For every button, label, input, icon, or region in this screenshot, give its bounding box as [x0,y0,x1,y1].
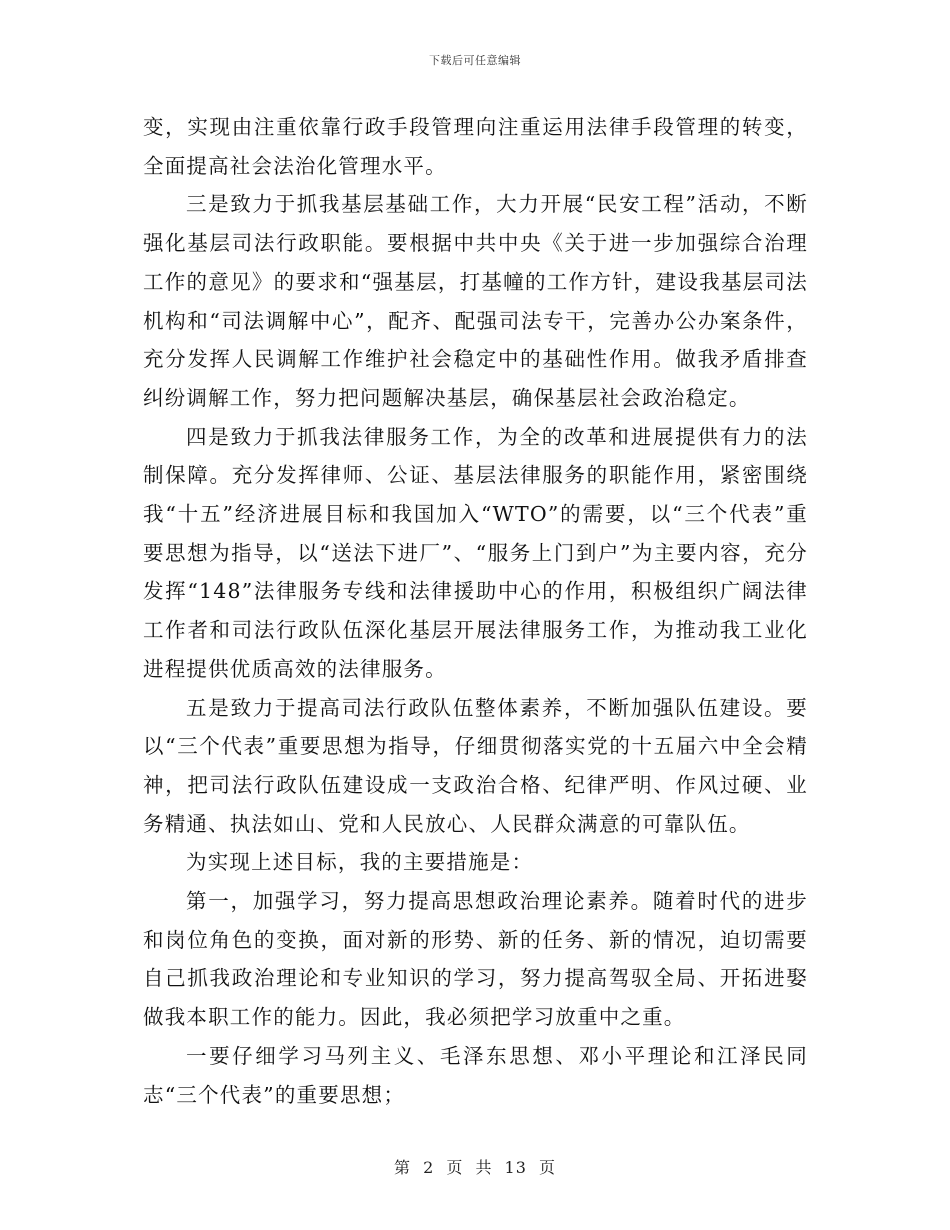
document-body [143,108,808,1114]
page-header: 下载后可任意编辑 [429,54,521,67]
paragraph-2: 三是致力于抓我基层基础工作，大力开展“民安工程”活动，不断强化基层司法行政职能。要根据中共中央《关于进一步加强综合治理工作的意见》的要求和“强基层，打基幢的工作方针，建设我基层司法机构和“司法调解中心”，配齐、配强司法专干，完善办公办案条件，充分发挥人民调解工作维护社会稳定中的基础性作用。做我矛盾排查纠纷调解工作，努力把问题解决基层，确保基层社会政治稳定。 [143,192,808,410]
paragraph-7: 一要仔细学习马列主义、毛泽东思想、邓小平理论和江泽民同志“三个代表”的重要思想； [143,1043,808,1107]
paragraph-3: 四是致力于抓我法律服务工作，为全的改革和进展提供有力的法制保障。充分发挥律师、公证、基层法律服务的职能作用，紧密围绕我“十五”经济进展目标和我国加入“WTO”的需要，以“三个代表”重要思想为指导，以“送法下进厂”、“服务上门到户”为主要内容，充分发挥“148”法律服务专线和法律援助中心的作用，积极组织广阔法律工作者和司法行政队伍深化基层开展法律服务工作，为推动我工业化进程提供优质高效的法律服务。 [143,424,808,681]
paragraph-6: 第一，加强学习，努力提高思想政治理论素养。随着时代的进步和岗位角色的变换，面对新的形势、新的任务、新的情况，迫切需要自己抓我政治理论和专业知识的学习，努力提高驾驭全局、开拓进娶做我本职工作的能力。因此，我必须把学习放重中之重。 [143,889,808,1030]
paragraph-1: 变，实现由注重依靠行政手段管理向注重运用法律手段管理的转变，全面提高社会法治化管理水平。 [143,115,808,178]
page-number: 第 2 页 共 13 页 [394,1158,556,1177]
paragraph-4: 五是致力于提高司法行政队伍整体素养，不断加强队伍建设。要以“三个代表”重要思想为指导，仔细贯彻落实党的十五届六中全会精神，把司法行政队伍建设成一支政治合格、纪律严明、作风过硬、业务精通、执法如山、党和人民放心、人民群众满意的可靠队伍。 [143,695,808,836]
paragraph-5: 为实现上述目标，我的主要措施是： [186,850,534,875]
